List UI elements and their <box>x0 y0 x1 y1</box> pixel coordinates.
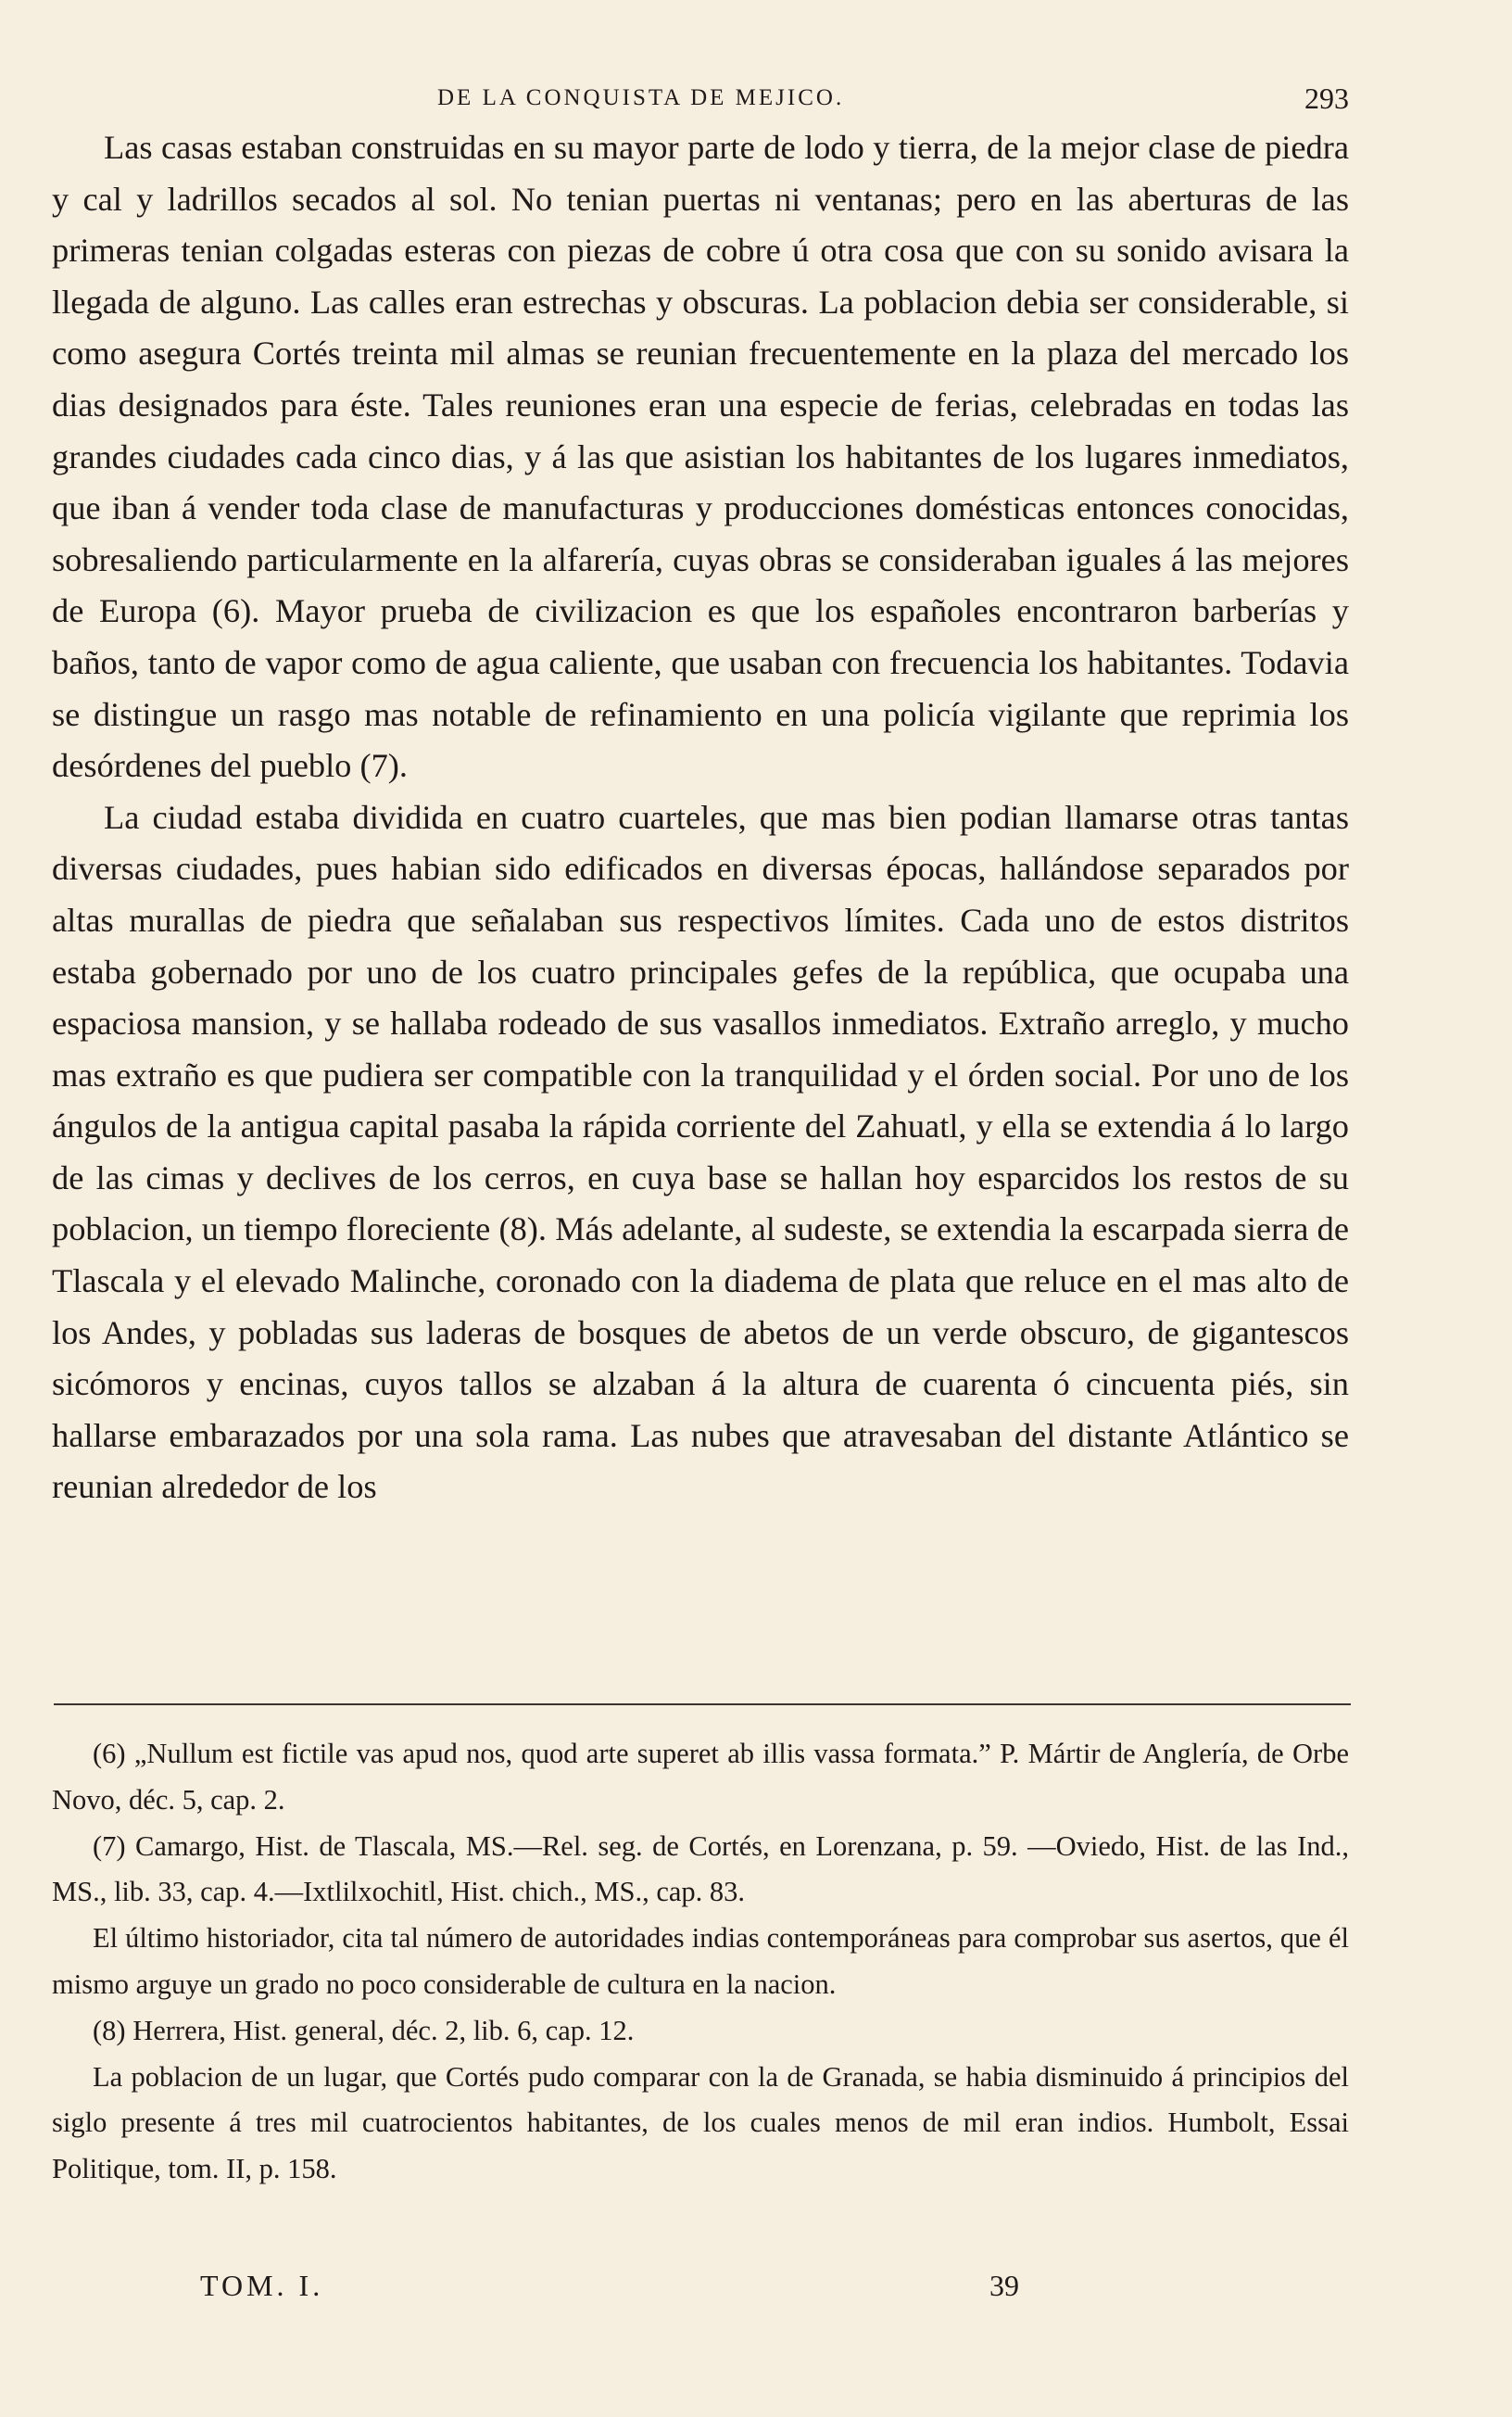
paragraph: La ciudad estaba dividida en cuatro cuarteles, que mas bien podian llamarse otras tantas diversas ciudades, pues habian sido edificados en diversas épocas, hallándose separados por altas murallas de piedra que señalaban sus respectivos límites. Cada uno de estos distritos estaba gobernado por uno de los cuatro principales gefes de la república, que ocupaba una espaciosa mansion, y se hallaba rodeado de sus vasallos inmediatos. Extraño arreglo, y mucho mas extraño es que pudiera ser compatible con la tranquilidad y el órden social. Por uno de los ángulos de la antigua capital pasaba la rápida corriente del Zahuatl, y ella se extendia á lo largo de las cimas y declives de los cerros, en cuya base se hallan hoy esparcidos los restos de su poblacion, un tiempo floreciente (8). Más adelante, al sudeste, se extendia la escarpada sierra de Tlascala y el elevado Malinche, coronado con la diadema de plata que reluce en el mas alto de los Andes, y pobladas sus laderas de bosques de abetos de un verde obscuro, de gigantescos sicómoros y encinas, cuyos tallos se alzaban á la altura de cuarenta ó cincuenta piés, sin hallarse embarazados por una sola rama. Las nubes que atravesaban del distante Atlántico se reunian alrededor de los <box>52 798 1349 1506</box>
footnote-divider <box>54 1703 1351 1705</box>
page-number: 293 <box>1304 82 1349 115</box>
signature-mark: 39 <box>989 2269 1019 2302</box>
main-text <box>52 122 1349 1513</box>
volume-mark: TOM. I. <box>200 2269 324 2302</box>
footnote-continuation: La poblacion de un lugar, que Cortés pudo comparar con la de Granada, se habia disminuido á principios del siglo presente á tres mil cuatrocientos habitantes, de los cuales menos de mil eran indios. Humbolt, Essai Politique, tom. II, p. 158. <box>52 2060 1349 2185</box>
paragraph: Las casas estaban construidas en su mayor parte de lodo y tierra, de la mejor clase de piedra y cal y ladrillos secados al sol. No tenian puertas ni ventanas; pero en las aberturas de las primeras tenian colgadas esteras con piezas de cobre ú otra cosa que con su sonido avisara la llegada de alguno. Las calles eran estrechas y obscuras. La poblacion debia ser considerable, si como asegura Cortés treinta mil almas se reunian frecuentemente en la plaza del mercado los dias designados para éste. Tales reuniones eran una especie de ferias, celebradas en todas las grandes ciudades cada cinco dias, y á las que asistian los habitantes de los lugares inmediatos, que iban á vender toda clase de manufacturas y producciones domésticas entonces conocidas, sobresaliendo particularmente en la alfarería, cuyas obras se consideraban iguales á las mejores de Europa (6). Mayor prueba de civilizacion es que los españoles encontraron barberías y baños, tanto de vapor como de agua caliente, que usaban con frecuencia los habitantes. Todavia se distingue un rasgo mas notable de refinamiento en una policía vigilante que reprimia los desórdenes del pueblo (7). <box>52 129 1349 785</box>
running-title: DE LA CONQUISTA DE MEJICO. <box>437 85 845 110</box>
page-footer <box>52 2269 1349 2315</box>
running-head <box>52 82 1349 122</box>
footnote: (8) Herrera, Hist. general, déc. 2, lib. 6, cap. 12. <box>93 2014 635 2046</box>
footnote-continuation: El último historiador, cita tal número de autoridades indias contemporáneas para comprobar sus asertos, que él mismo arguye un grado no poco considerable de cultura en la nacion. <box>52 1922 1349 2000</box>
footnote: (6) „Nullum est fictile vas apud nos, quod arte superet ab illis vassa formata.” P. Mártir de Anglería, de Orbe Novo, déc. 5, cap. 2. <box>52 1738 1349 1816</box>
footnotes <box>52 1731 1349 2193</box>
footnote: (7) Camargo, Hist. de Tlascala, MS.—Rel. seg. de Cortés, en Lorenzana, p. 59. —Oviedo, Hist. de las Ind., MS., lib. 33, cap. 4.—Ixtlilxochitl, Hist. chich., MS., cap. 83. <box>52 1829 1349 1908</box>
